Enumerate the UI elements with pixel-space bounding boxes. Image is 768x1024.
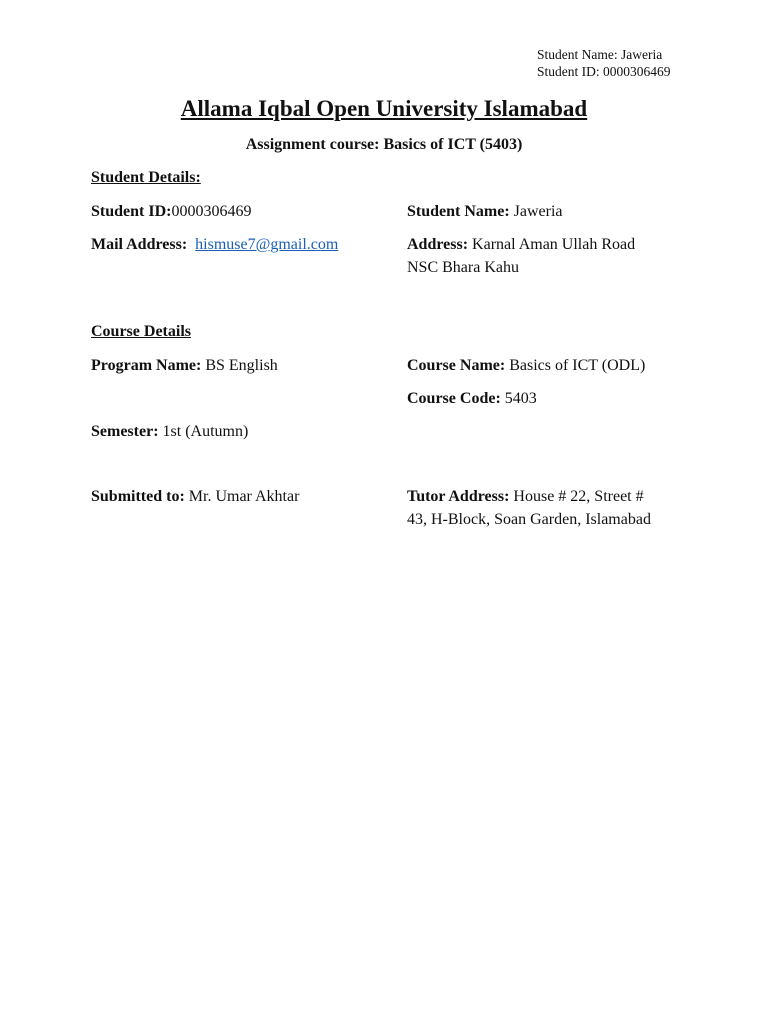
semester-value: 1st (Autumn) [162, 423, 249, 440]
student-name-label: Student Name: [407, 203, 510, 220]
program-name-label: Program Name: [91, 357, 202, 374]
header-student-id: Student ID: 0000306469 [537, 64, 671, 79]
student-id-label: Student ID: [91, 203, 172, 220]
page-header [537, 46, 671, 80]
student-name-value: Jaweria [513, 203, 563, 220]
tutor-address-field [407, 485, 697, 531]
address-line2: NSC Bhara Kahu [407, 259, 519, 276]
submitted-to-field [91, 485, 299, 508]
course-code-label: Course Code: [407, 390, 501, 407]
document-title: Allama Iqbal Open University Islamabad [180, 96, 588, 121]
submitted-to-label: Submitted to: [91, 488, 185, 505]
submitted-to-value: Mr. Umar Akhtar [188, 488, 300, 505]
course-code-field [407, 387, 697, 410]
document-subtitle: Assignment course: Basics of ICT (5403) [245, 136, 523, 153]
course-name-value: Basics of ICT (ODL) [509, 357, 646, 374]
semester-field [91, 420, 248, 443]
tutor-address-line1: House # 22, Street # [513, 488, 644, 505]
course-code-value: 5403 [504, 390, 537, 407]
address-label: Address: [407, 236, 469, 253]
student-name-field [407, 200, 697, 223]
mail-address-field [91, 233, 338, 256]
program-name-value: BS English [205, 357, 278, 374]
tutor-address-line2: 43, H-Block, Soan Garden, Islamabad [407, 511, 651, 528]
mail-address-link[interactable]: hismuse7@gmail.com [195, 236, 339, 253]
address-line1: Karnal Aman Ullah Road [472, 236, 636, 253]
mail-address-label: Mail Address: [91, 236, 188, 253]
header-student-name: Student Name: Jaweria [537, 47, 663, 62]
course-name-field [407, 354, 697, 377]
program-name-field [91, 354, 278, 377]
semester-label: Semester: [91, 423, 159, 440]
student-details-heading: Student Details: [91, 169, 201, 186]
student-id-field [91, 200, 251, 223]
tutor-address-label: Tutor Address: [407, 488, 510, 505]
student-id-value: 0000306469 [171, 203, 252, 220]
course-name-label: Course Name: [407, 357, 506, 374]
address-field [407, 233, 697, 279]
course-details-heading: Course Details [91, 323, 191, 340]
